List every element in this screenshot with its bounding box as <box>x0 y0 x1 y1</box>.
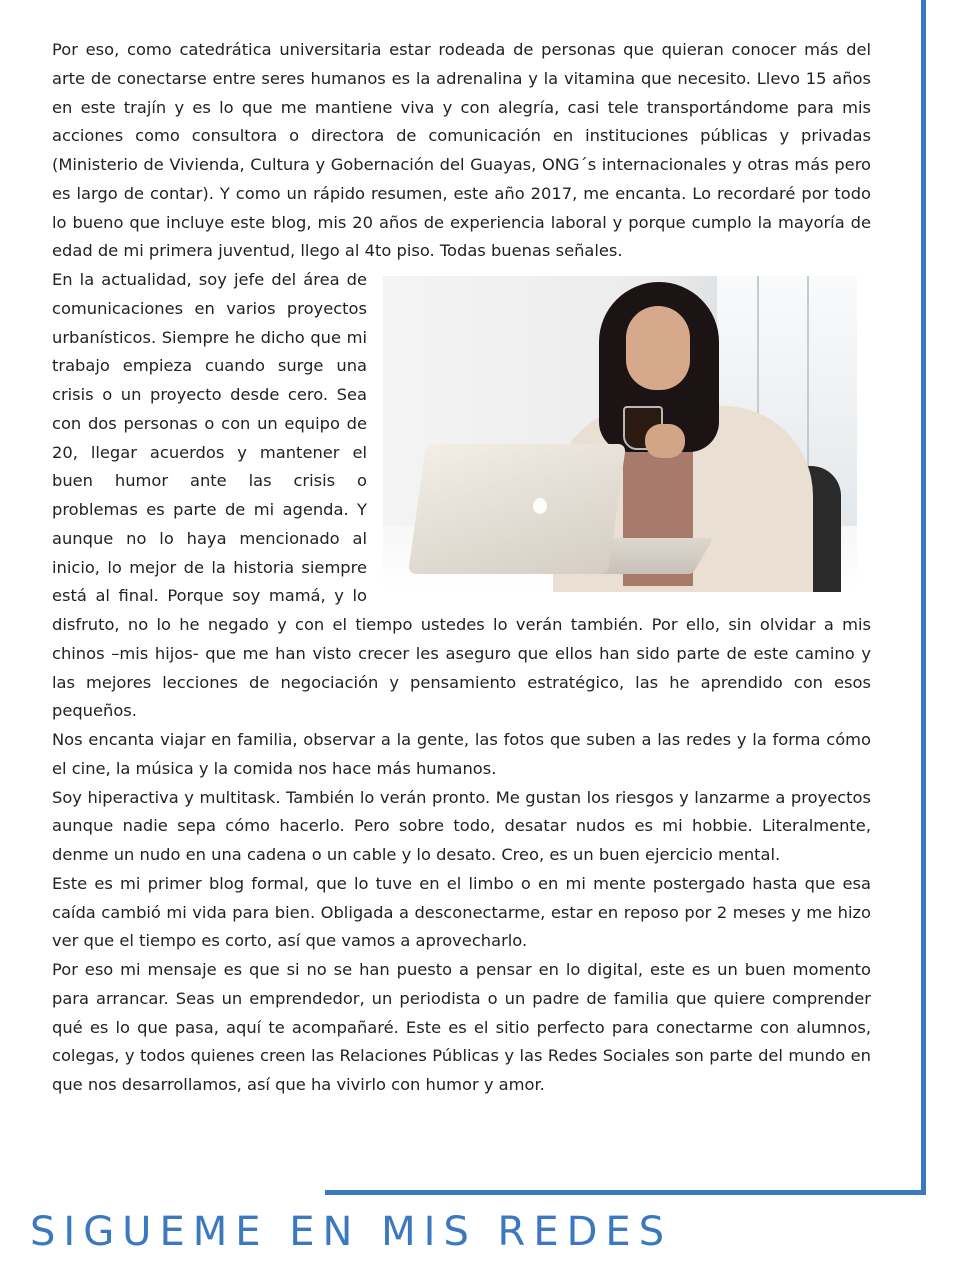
paragraph-family: Nos encanta viajar en familia, observar a la gente, las fotos que suben a las redes y la forma cómo el cine, la música y la comida nos hace más humanos. <box>52 730 871 778</box>
apple-logo-icon <box>533 498 547 514</box>
author-photo <box>383 276 857 592</box>
laptop-lid <box>408 444 626 574</box>
paragraph-first-blog: Este es mi primer blog formal, que lo tuve en el limbo o en mi mente postergado hasta que esa caída cambió mi vida para bien. Obligada a desconectarme, estar en reposo por 2 meses y me hizo ver que el tiempo es corto, así que vamos a aprovecharlo. <box>52 873 871 951</box>
paragraph-intro: Por eso, como catedrática universitaria estar rodeada de personas que quieran conocer más del arte de conectarse entre seres humanos es la adrenalina y la vitamina que necesito. Llevo 15 años en este trajín y es lo que me mantiene viva y con alegría, casi tele transportándome para mis acciones como consultora o directora de comunicación en instituciones públicas y privadas (Ministerio de Vivienda, Cultura y Gobernación del Guayas, ONG´s internacionales y otras más pero es largo de contar). Y como un rápido resumen, este año 2017, me encanta. Lo recordaré por todo lo bueno que incluye este blog, mis 20 años de experiencia laboral y porque cumplo la mayoría de edad de mi primera juventud, llego al 4to piso. Todas buenas señales. <box>52 40 871 261</box>
woman-face <box>626 306 690 390</box>
woman-hand <box>645 424 685 458</box>
paragraph-current-role: En la actualidad, soy jefe del área de comunicaciones en varios proyectos urbanísticos. Siempre he dicho que mi trabajo empieza cuando surge una crisis o un proyecto desde cero. Sea con dos personas o con un equipo de 20, llegar acuerdos y mantener el buen humor ante las crisis o problemas es parte de mi agenda. Y aunque no lo haya mencionado al inicio, lo mejor de la historia siempre está al final. Porque soy mamá, y lo disfruto, no lo he negado y con el tiempo ustedes lo verán también. Por ello, sin olvidar a mis chinos –mis hijos- que me han visto crecer les aseguro que ellos han sido parte de este camino y las mejores lecciones de negociación y pensamiento estratégico, las he aprendido con esos pequeños. <box>52 270 871 721</box>
article-body <box>52 36 871 1100</box>
frame-border-right <box>921 0 926 1194</box>
frame-border-bottom <box>325 1190 926 1195</box>
paragraph-message: Por eso mi mensaje es que si no se han puesto a pensar en lo digital, este es un buen momento para arrancar. Seas un emprendedor, un periodista o un padre de familia que quiere comprender qué es lo que pasa, aquí te acompañaré. Este es el sitio perfecto para conectarme con alumnos, colegas, y todos quienes creen las Relaciones Públicas y las Redes Sociales son parte del mundo en que nos desarrollamos, así que ha vivirlo con humor y amor. <box>52 960 871 1094</box>
follow-me-heading: SIGUEME EN MIS REDES <box>30 1209 673 1255</box>
paragraph-personality: Soy hiperactiva y multitask. También lo verán pronto. Me gustan los riesgos y lanzarme a proyectos aunque nadie sepa cómo hacerlo. Pero sobre todo, desatar nudos es mi hobbie. Literalmente, denme un nudo en una cadena o un cable y lo desato. Creo, es un buen ejercicio mental. <box>52 787 871 864</box>
